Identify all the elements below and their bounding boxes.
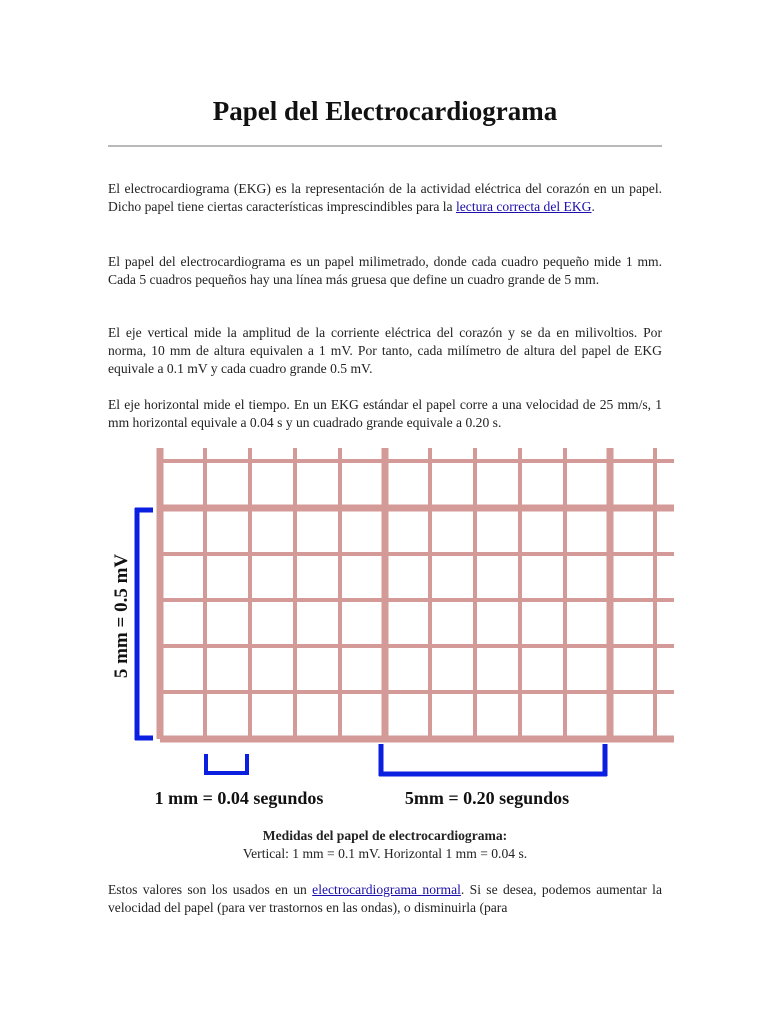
caption-title: Medidas del papel de electrocardiograma: [262,828,508,843]
link-lectura-correcta[interactable]: lectura correcta del EKG [456,199,592,214]
paragraph-horizontal-axis: El eje horizontal mide el tiempo. En un EKG estándar el papel corre a una velocidad de 25 mm/s, 1 mm horizontal equivale a 0.04 s y un cuadrado grande equivale a 0.20 s. [108,397,662,430]
title-divider [108,145,662,147]
paragraph-values-text: Estos valores son los usados en un [108,882,313,897]
paragraph-values-end: . Si se desea, podemos aumentar la velocidad del papel (para ver trastornos en las ondas), o disminuirla (para [108,882,662,915]
small-square-label: 1 mm = 0.04 segundos [154,788,324,808]
page-title: Papel del Electrocardiograma [212,96,558,126]
paragraph-vertical-axis: El eje vertical mide la amplitud de la corriente eléctrica del corazón y se da en milivoltios. Por norma, 10 mm de altura equivalen a 1 mV. Por tanto, cada milímetro de altura del papel de EKG equivale a 0.1 mV y cada cuadro grande 0.5 mV. [108,325,662,376]
paragraph-values [108,881,662,917]
caption-text: Vertical: 1 mm = 0.1 mV. Horizontal 1 mm = 0.04 s. [242,846,528,861]
ekg-grid-illustration [108,448,674,814]
figure-caption [108,827,662,863]
paragraph-paper: El papel del electrocardiograma es un papel milimetrado, donde cada cuadro pequeño mide 1 mm. Cada 5 cuadros pequeños hay una línea más gruesa que define un cuadro grande de 5 mm. [108,254,662,287]
vertical-measure-label: 5 mm = 0.5 mV [111,553,132,679]
paragraph-intro [108,180,662,216]
large-square-label: 5mm = 0.20 segundos [404,788,570,808]
paragraph-intro-end: . [591,199,595,214]
ekg-paper-figure [108,448,674,814]
paragraph-intro-text: El electrocardiograma (EKG) es la representación de la actividad eléctrica del corazón en un papel. Dicho papel tiene ciertas características imprescindibles para la [108,181,662,214]
link-electrocardiograma-normal[interactable]: electrocardiograma normal [312,882,461,897]
